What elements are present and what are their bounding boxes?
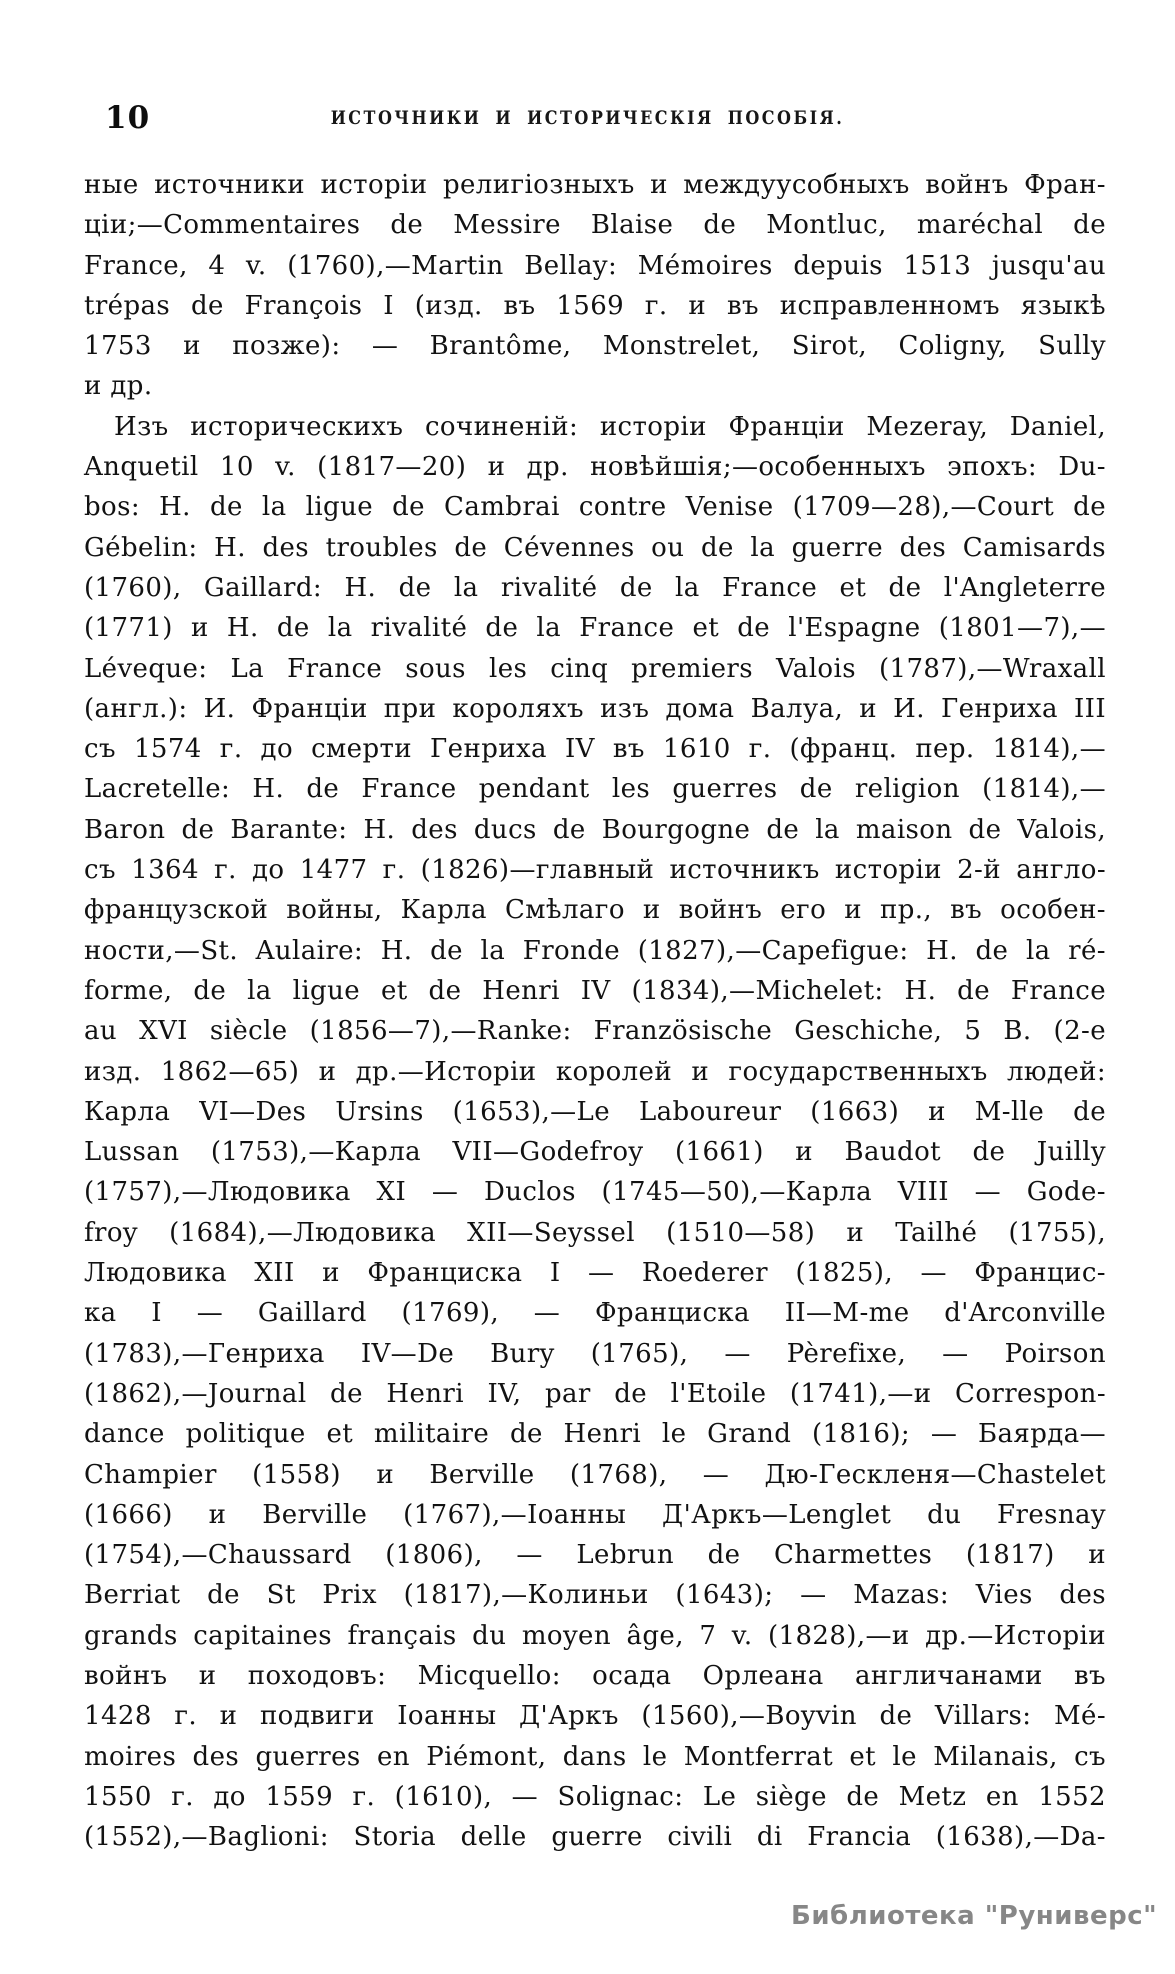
text-line: (1862),—Journal de Henri IV, par de l'Etoile (1741),—и Correspon- — [84, 1378, 1106, 1409]
text-line: froy (1684),—Людовика XII—Seyssel (1510—58) и Tailhé (1755), — [84, 1217, 1106, 1248]
text-line: Baron de Barante: H. des ducs de Bourgogne de la maison de Valois, — [84, 814, 1106, 845]
text-line: 1428 г. и подвиги Іоанны Д'Аркъ (1560),—Boyvin de Villars: Mé- — [84, 1701, 1106, 1732]
text-line: съ 1574 г. до смерти Генриха IV въ 1610 г. (франц. пер. 1814),— — [84, 734, 1106, 765]
text-line: ности,—St. Aulaire: H. de la Fronde (1827),—Capefigue: H. de la ré- — [84, 935, 1106, 966]
text-line: Anquetil 10 v. (1817—20) и др. новѣйшія;—особенныхъ эпохъ: Du- — [84, 452, 1106, 483]
text-line: ціи;—Commentaires de Messire Blaise de Montluc, maréchal de — [84, 210, 1106, 241]
text-line: изд. 1862—65) и др.—Исторіи королей и государственныхъ людей: — [84, 1056, 1106, 1087]
text-line: France, 4 v. (1760),—Martin Bellay: Mémoires depuis 1513 jusqu'au — [84, 250, 1106, 281]
text-line: (1771) и H. de la rivalité de la France et de l'Espagne (1801—7),— — [84, 613, 1106, 644]
watermark: Библиотека "Руниверс" — [791, 1901, 1158, 1931]
text-line: Людовика XII и Франциска I — Roederer (1825), — Францис- — [84, 1258, 1106, 1289]
text-line: Gébelin: H. des troubles de Cévennes ou de la guerre des Camisards — [84, 532, 1106, 563]
text-line: (англ.): И. Франціи при короляхъ изъ дома Валуа, и И. Генриха III — [84, 693, 1106, 724]
text-line: forme, de la ligue et de Henri IV (1834),—Michelet: H. de France — [84, 975, 1106, 1006]
text-line: (1754),—Chaussard (1806), — Lebrun de Charmettes (1817) и — [84, 1540, 1106, 1571]
text-line: французской войны, Карла Смѣлаго и войнъ его и пр., въ особен- — [84, 895, 1106, 926]
text-line: bos: H. de la ligue de Cambrai contre Venise (1709—28),—Court de — [84, 492, 1106, 523]
text-line: Изъ историческихъ сочиненій: исторіи Франціи Mezeray, Daniel, — [114, 411, 1106, 442]
text-line: (1666) и Berville (1767),—Іоанны Д'Аркъ—Lenglet du Fresnay — [84, 1499, 1106, 1530]
text-line: Карла VI—Des Ursins (1653),—Le Laboureur (1663) и M-lle de — [84, 1096, 1106, 1127]
text-line: Lacretelle: H. de France pendant les guerres de religion (1814),— — [84, 774, 1106, 805]
text-line: (1757),—Людовика XI — Duclos (1745—50),—Карла VIII — Gode- — [84, 1177, 1106, 1208]
text-line: и др. — [84, 371, 153, 402]
running-header: ИСТОЧНИКИ И ИСТОРИЧЕСКІЯ ПОСОБІЯ. — [330, 106, 845, 129]
text-line: съ 1364 г. до 1477 г. (1826)—главный источникъ исторіи 2-й англо- — [84, 855, 1106, 886]
text-line: grands capitaines français du moyen âge, 7 v. (1828),—и др.—Исторіи — [84, 1620, 1106, 1651]
text-line: 1753 и позже): — Brantôme, Monstrelet, Sirot, Coligny, Sully — [84, 331, 1106, 362]
page-number: 10 — [105, 100, 151, 136]
text-line: Champier (1558) и Berville (1768), — Дю-Гескленя—Chastelet — [84, 1459, 1106, 1490]
text-line: Lussan (1753),—Карла VII—Godefroy (1661) и Baudot de Juilly — [84, 1137, 1106, 1168]
text-line: Léveque: La France sous les cinq premiers Valois (1787),—Wraxall — [84, 653, 1106, 684]
text-line: (1760), Gaillard: H. de la rivalité de la France et de l'Angleterre — [84, 572, 1106, 603]
text-line: Berriat de St Prix (1817),—Колиньи (1643); — Mazas: Vies des — [84, 1580, 1106, 1611]
text-line: trépas de François I (изд. въ 1569 г. и въ исправленномъ языкѣ — [84, 290, 1106, 321]
body-text — [84, 165, 1106, 1857]
text-line: (1552),—Baglioni: Storia delle guerre civili di Francia (1638),—Da- — [84, 1822, 1106, 1853]
text-line: (1783),—Генриха IV—De Bury (1765), — Pèrefixe, — Poirson — [84, 1338, 1106, 1369]
text-line: 1550 г. до 1559 г. (1610), — Solignac: Le siège de Metz en 1552 — [84, 1781, 1106, 1812]
text-line: au XVI siècle (1856—7),—Ranke: Französische Geschiche, 5 B. (2-e — [84, 1016, 1106, 1047]
text-line: войнъ и походовъ: Micquello: осада Орлеана англичанами въ — [84, 1660, 1106, 1691]
text-line: ка I — Gaillard (1769), — Франциска II—M-me d'Arconville — [84, 1298, 1106, 1329]
text-line: dance politique et militaire de Henri le Grand (1816); — Баярда— — [84, 1419, 1106, 1450]
text-line: ные источники исторіи религіозныхъ и междуусобныхъ войнъ Фран- — [84, 170, 1106, 200]
text-line: moires des guerres en Piémont, dans le Montferrat et le Milanais, съ — [84, 1741, 1106, 1772]
